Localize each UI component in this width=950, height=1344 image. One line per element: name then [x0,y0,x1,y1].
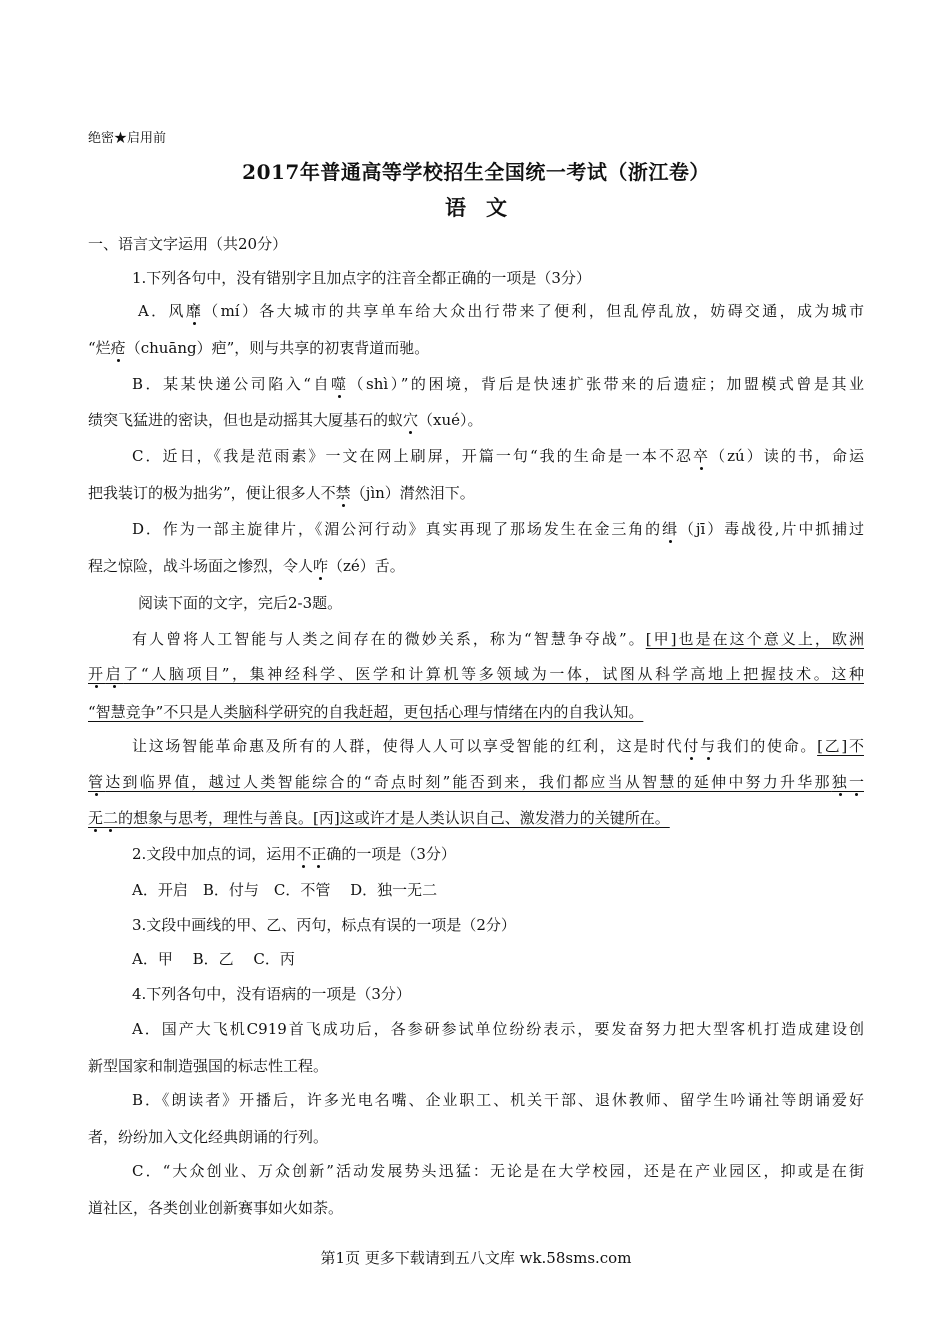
q2-options: A．开启 B．付与 C．不管 D．独一无二 [132,881,438,899]
q1-option-d-line2: 程之惊险，战斗场面之惨烈，令人咋（zé）舌。 [88,557,405,575]
page-footer: 第1页 更多下载请到五八文库 wk.58sms.com [320,1249,632,1267]
passage-p1-line3: “智慧竞争”不只是人类脑科学研究的自我赶超，更包括心理与情绪在内的自我认知。 [88,703,644,721]
q4-option-a-line2: 新型国家和制造强国的标志性工程。 [88,1057,329,1075]
passage-p2-line1: 让这场智能革命惠及所有的人群，使得人人可以享受智能的红利，这是时代付与我们的使命。[乙]不 [132,737,864,755]
q4-option-c-line2: 道社区，各类创业创新赛事如火如荼。 [88,1199,344,1217]
q3-stem: 3.文段中画线的甲、乙、丙句，标点有误的一项是（2分） [132,916,516,934]
q1-stem: 1.下列各句中，没有错别字且加点字的注音全都正确的一项是（3分） [132,269,591,287]
section-heading: 一、语言文字运用（共20分） [88,235,288,253]
passage-p2-line3: 无二的想象与思考，理性与善良。[丙]这或许才是人类认识自己、激发潜力的关键所在。 [88,809,670,827]
q4-stem: 4.下列各句中，没有语病的一项是（3分） [132,985,411,1003]
q1-option-b-line1: B．某某快递公司陷入“自噬（shì）”的困境，背后是快速扩张带来的后遗症；加盟模式曾是其业 [132,375,864,393]
reading-intro: 阅读下面的文字，完后2-3题。 [138,594,343,612]
q4-option-a-line1: A．国产大飞机C919首飞成功后，各参研参试单位纷纷表示，要发奋努力把大型客机打造成建设创 [132,1020,864,1038]
q1-option-a-line1: A．风靡（mí）各大城市的共享单车给大众出行带来了便利，但乱停乱放，妨碍交通，成为城市 [138,302,864,320]
q2-stem: 2.文段中加点的词，运用不正确的一项是（3分） [132,845,456,863]
passage-p2-line2: 管达到临界值，越过人类智能综合的“奇点时刻”能否到来，我们都应当从智慧的延伸中努力升华那独一 [88,773,864,791]
q1-option-c-line2: 把我装订的极为拙劣”，便让很多人不禁（jìn）潸然泪下。 [88,484,475,502]
q3-options: A．甲 B．乙 C．丙 [132,950,295,968]
q4-option-b-line2: 者，纷纷加入文化经典朗诵的行列。 [88,1128,329,1146]
confidential-label: 绝密★启用前 [88,131,167,146]
passage-p1-line1: 有人曾将人工智能与人类之间存在的微妙关系，称为“智慧争夺战”。[甲]也是在这个意义上，欧洲 [132,630,864,648]
q1-option-c-line1: C．近日，《我是范雨素》一文在网上刷屏，开篇一句“我的生命是一本不忍卒（zú）读的书，命运 [132,447,864,465]
subject-title: 语文 [445,195,527,220]
q4-option-c-line1: C．“大众创业、万众创新”活动发展势头迅猛：无论是在大学校园，还是在产业园区，抑或是在街 [132,1162,864,1180]
q1-option-b-line2: 绩突飞猛进的密诀，但也是动摇其大厦基石的蚁穴（xué）。 [88,411,483,429]
exam-title: 2017年普通高等学校招生全国统一考试（浙江卷） [242,160,710,184]
q1-option-d-line1: D．作为一部主旋律片，《湄公河行动》真实再现了那场发生在金三角的缉（jī）毒战役,片中抓捕过 [132,520,865,538]
q4-option-b-line1: B．《朗读者》开播后，许多光电名嘴、企业职工、机关干部、退休教师、留学生吟诵社等朗诵爱好 [132,1091,864,1109]
passage-p1-line2: 开启了“人脑项目”，集神经科学、医学和计算机等多领域为一体，试图从科学高地上把握技术。这种 [88,665,864,683]
q1-option-a-line2: “烂疮（chuāng）疤”，则与共享的初衷背道而驰。 [88,339,430,357]
